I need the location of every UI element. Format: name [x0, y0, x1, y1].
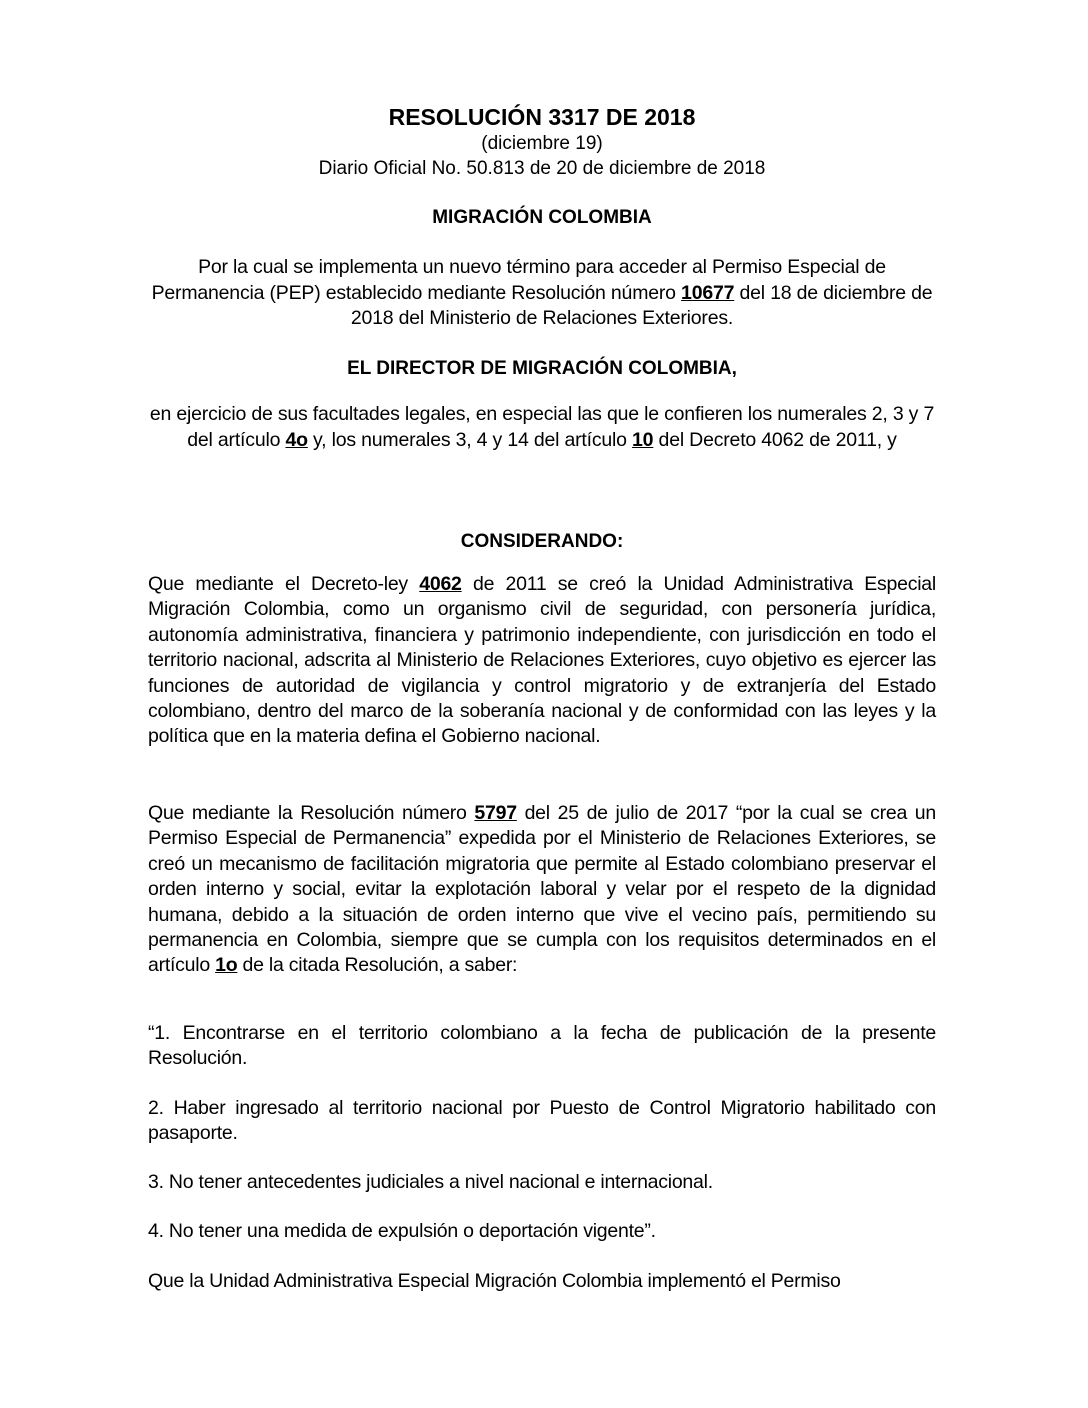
- considerando-paragraph-2: [148, 801, 936, 979]
- paragraph-text-mid: del 25 de julio de 2017 “por la cual se crea un Permiso Especial de Permanencia” expedida por el Ministerio de Relaciones Exteriores, se creó un mecanismo de facilitación migratoria que permite al Estado colombiano preservar el orden interno y social, evitar la explotación laboral y velar por el respeto de la dignidad humana, debido a la situación de orden interno que vive el vecino país, permitiendo su permanencia en Colombia, siempre que se cumpla con los requisitos determinados en el artículo: [148, 802, 936, 977]
- considerando-heading: CONSIDERANDO:: [460, 531, 624, 552]
- gazette-reference: Diario Oficial No. 50.813 de 20 de diciembre de 2018: [318, 158, 766, 179]
- paragraph-text: Que mediante el Decreto-ley: [148, 573, 420, 595]
- considerando-paragraph-1: [148, 572, 936, 750]
- authority-paragraph: [148, 402, 936, 453]
- requirement-3: 3. No tener antecedentes judiciales a nivel nacional e internacional.: [148, 1171, 713, 1193]
- paragraph-text-end: de 2011 se creó la Unidad Administrativa Especial Migración Colombia, como un organismo civil de seguridad, con personería jurídica, autonomía administrativa, financiera y patrimonio independiente, con jurisdicción en todo el territorio nacional, adscrita al Ministerio de Relaciones Exteriores, cuyo objetivo es ejercer las funciones de autoridad de vigilancia y control migratorio y de extranjería del Estado colombiano, dentro del marco de la soberanía nacional y de conformidad con las leyes y la política que en la materia defina el Gobierno nacional.: [148, 573, 936, 748]
- authority-text-end: del Decreto 4062 de 2011, y: [653, 428, 897, 451]
- decree-4062-link[interactable]: 4062: [419, 573, 462, 595]
- requirement-1: “1. Encontrarse en el territorio colombiano a la fecha de publicación de la presente Resolución.: [148, 1022, 936, 1070]
- article-1o-link[interactable]: 1o: [215, 954, 238, 977]
- authority-text: en ejercicio de sus facultades legales, en especial las que le confieren los numerales 2, 3 y 7 del artículo: [149, 403, 935, 451]
- summary-text-end: del 18 de diciembre de 2018 del Ministerio de Relaciones Exteriores.: [350, 281, 933, 329]
- authority-text-mid: y, los numerales 3, 4 y 14 del artículo: [307, 428, 633, 451]
- requirement-4: 4. No tener una medida de expulsión o deportación vigente”.: [148, 1220, 656, 1242]
- summary-text: Por la cual se implementa un nuevo término para acceder al Permiso Especial de Permanencia (PEP) establecido mediante Resolución número: [151, 256, 886, 304]
- considerando-paragraph-3: Que la Unidad Administrativa Especial Migración Colombia implementó el Permiso: [148, 1270, 841, 1292]
- signer-heading: EL DIRECTOR DE MIGRACIÓN COLOMBIA,: [347, 358, 737, 379]
- article-10-link[interactable]: 10: [632, 428, 654, 451]
- resolution-5797-link[interactable]: 5797: [474, 802, 517, 824]
- article-4o-link[interactable]: 4o: [285, 428, 308, 451]
- document-date: (diciembre 19): [481, 133, 603, 154]
- resolution-summary: [148, 255, 936, 332]
- paragraph-text: Que mediante la Resolución número: [148, 802, 475, 824]
- paragraph-text-end: de la citada Resolución, a saber:: [237, 954, 518, 977]
- requirement-2: 2. Haber ingresado al territorio nacional por Puesto de Control Migratorio habilitado con pasaporte.: [148, 1097, 936, 1145]
- issuer-heading: MIGRACIÓN COLOMBIA: [432, 207, 652, 228]
- resolution-10677-link[interactable]: 10677: [681, 281, 735, 304]
- document-title: RESOLUCIÓN 3317 DE 2018: [388, 104, 696, 130]
